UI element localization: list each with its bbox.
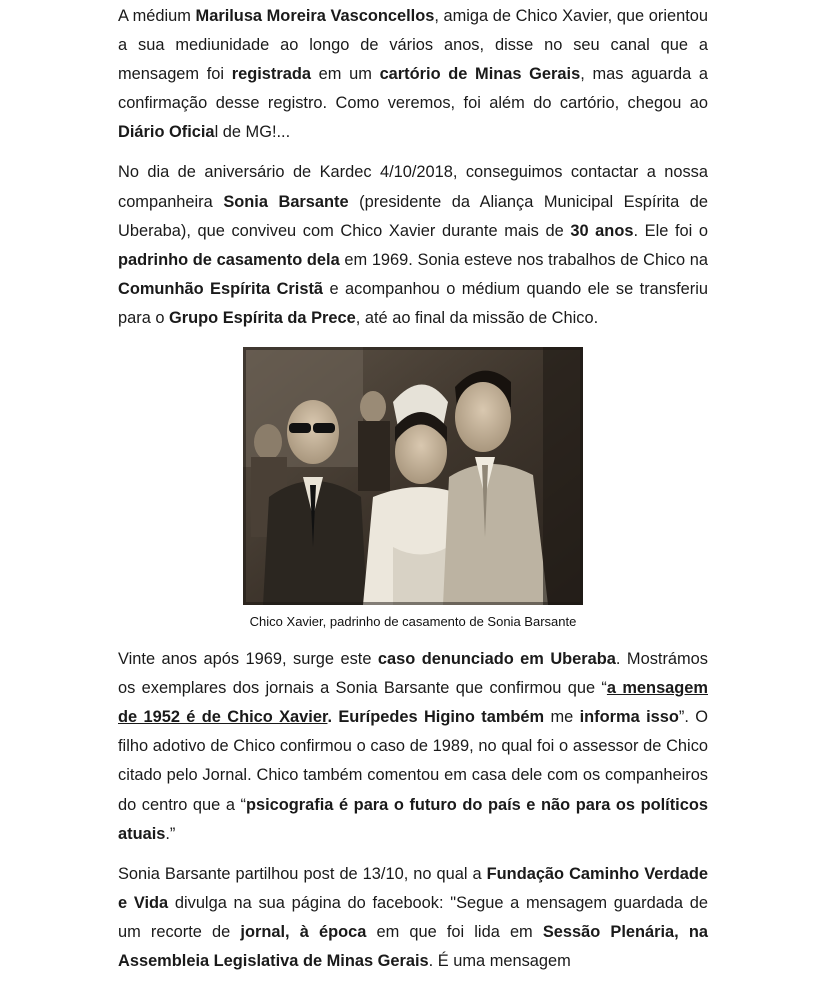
text-run: (presidente da Aliança Municipal Espírita de Uberaba), que conviveu com Chico Xavier durante mais de — [118, 192, 709, 240]
paragraph-4 — [118, 860, 708, 976]
text-run: No dia de aniversário de Kardec 4/10/2018, conseguimos contactar a nossa companheira — [118, 163, 708, 211]
bold-text: . Eurípedes Higino também — [327, 708, 545, 727]
text-run: Sonia Barsante partilhou post de 13/10, no qual a — [118, 864, 487, 883]
text-run: .” — [165, 824, 176, 843]
text-run: e acompanhou o médium quando ele se transferiu para o — [118, 279, 708, 327]
bold-text: Sonia Barsante — [223, 192, 349, 211]
text-run: me — [544, 708, 580, 727]
paragraph-2 — [118, 158, 708, 333]
text-run: em um — [311, 65, 380, 84]
bold-text: padrinho de casamento dela — [118, 250, 340, 269]
text-run: divulga na sua página do facebook: "Segue a mensagem guardada de um recorte de — [118, 893, 708, 941]
text-run: A médium — [118, 7, 196, 25]
text-run: . Mostrámos os exemplares dos jornais a Sonia Barsante que confirmou que “ — [118, 650, 708, 698]
bold-text: Sessão Plenária, na Assembleia Legislativa de Minas Gerais — [118, 922, 708, 970]
bold-text: psicografia é para o futuro do país e não para os políticos atuais — [118, 795, 708, 843]
bold-text: Grupo Espírita da Prece — [169, 308, 356, 327]
bold-text: Comunhão Espírita Cristã — [118, 279, 324, 298]
text-run: em 1969. Sonia esteve nos trabalhos de Chico na — [339, 250, 708, 269]
text-run: Vinte anos após 1969, surge este — [118, 650, 378, 669]
bold-text: registrada — [231, 65, 311, 84]
bold-text: caso denunciado em Uberaba — [377, 650, 616, 669]
text-run: , amiga de Chico Xavier, que orientou a sua mediunidade ao longo de vários anos, disse no seu canal que a mensagem foi — [118, 7, 709, 84]
text-run: . É uma mensagem — [428, 951, 571, 970]
underlined-text: a mensagem de 1952 é de Chico Xavier — [118, 679, 708, 727]
text-run: , até ao final da missão de Chico. — [355, 308, 599, 327]
paragraph-3 — [118, 645, 708, 849]
bold-text: Marilusa Moreira Vasconcellos — [195, 7, 435, 25]
bold-text: 30 anos — [570, 221, 634, 240]
text-run: ”. O filho adotivo de Chico confirmou o caso de 1989, no qual foi o assessor de Chico citado pelo Jornal. Chico também comentou em casa dele com os companheiros do centro que a “ — [118, 708, 708, 814]
text-run: , mas aguarda a confirmação desse registro. Como veremos, foi além do cartório, chegou ao — [118, 65, 709, 113]
text-run: . Ele foi o — [633, 221, 709, 240]
text-run: em que foi lida em — [366, 922, 543, 941]
bold-text: Diário Oficia — [118, 123, 215, 142]
paragraph-1 — [118, 2, 708, 147]
bold-text: jornal, à época — [240, 922, 367, 941]
bold-text: cartório de Minas Gerais — [379, 65, 581, 84]
article-column — [118, 2, 708, 987]
text-run: l de MG!... — [214, 123, 291, 142]
wedding-photo — [243, 347, 583, 605]
bold-text: Fundação Caminho Verdade e Vida — [118, 864, 708, 912]
bold-text: informa isso — [579, 708, 679, 727]
photo-caption: Chico Xavier, padrinho de casamento de Sonia Barsante — [249, 614, 577, 630]
